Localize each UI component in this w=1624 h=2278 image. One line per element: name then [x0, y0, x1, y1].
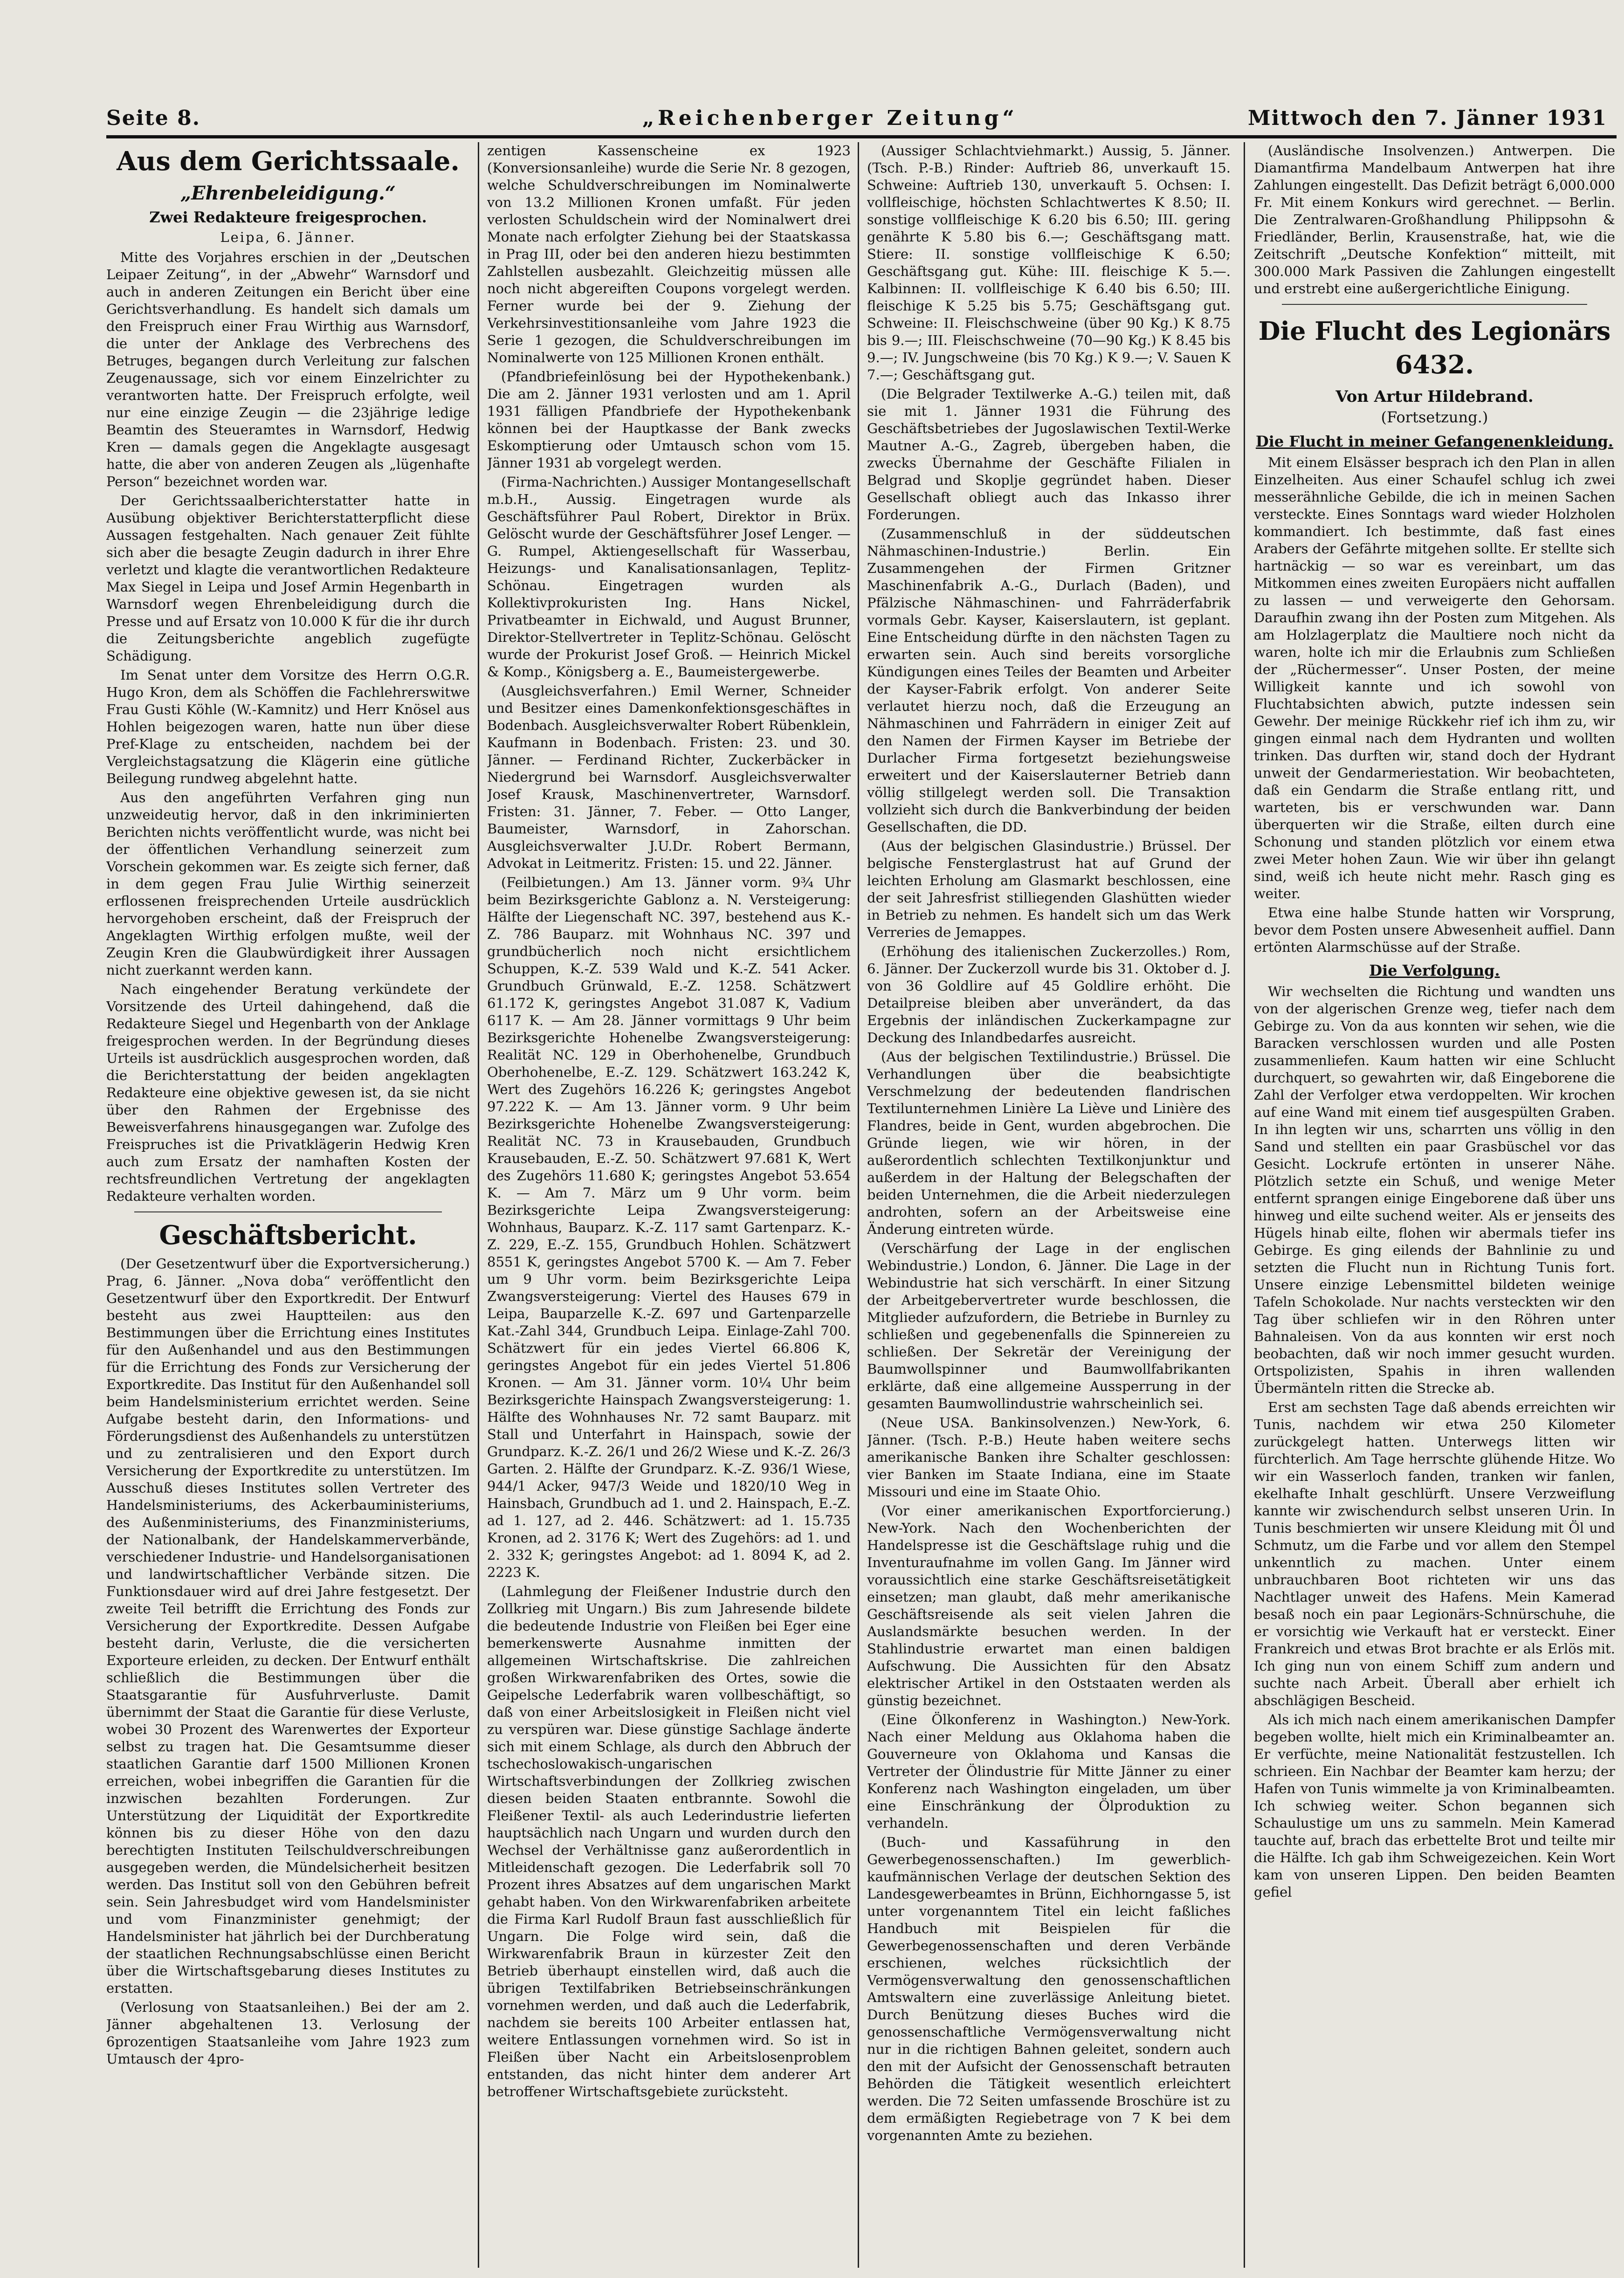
paragraph: Aus den angeführten Verfahren ging nun unzweideutig hervor, daß in den inkriminierten Berichten nichts veröffentlicht wurde, was nicht bei der öffentlichen Verhandlung seinerzeit zum Vorschein gekommen war. Es zeigte sich ferner, daß in dem gegen Frau Julie Wirthig seinerzeit erflossenen freisprechenden Urteile ausdrücklich hervorgehoben erscheint, daß der Freispruch der Angeklagten Wirthig erfolgen mußte, weil der Zeugin Kren die Glaubwürdigkeit ihrer Aussagen nicht zuerkannt werden kann.	[106, 790, 470, 978]
column-1	[106, 142, 470, 2268]
paragraph: Wir wechselten die Richtung und wandten uns von der algerischen Grenze weg, tiefer nach dem Gebirge zu. Von da aus konnten wir sehen, wie die Baracken verschlossen wurden und alle Posten zusammenliefen. Kaum hatten wir eine Schlucht durchquert, so gewahrten wir, daß Eingeborene die Zahl der Verfolger etwa verdoppelten. Wir krochen auf eine Wand mit einem tief ausgespülten Graben. In ihn legten wir uns, scharrten uns völlig in den Sand und stellten ein paar Grasbüschel vor das Gesicht. Lockrufe ertönten in unserer Nähe. Plötzlich setzte ein Schuß, und wenige Meter entfernt sprangen einige Eingeborene daß über uns hinweg und eilte suchend weiter. Als er jenseits des Hügels hinab eilte, flohen wir abermals tiefer ins Gebirge. Es ging eilends der Bahnlinie zu und setzten die Flucht nun in Richtung Tunis fort. Unsere einzige Lebensmittel bildeten weinige Tafeln Schokolade. Nur nachts versteckten wir den Tag über schliefen wir in den Röhren unter Bahnaleisen. Von da aus konnten wir erst noch beobachten, daß wir noch immer gesucht wurden. Ortspolizisten, Spahis in ihren wallenden Übermänteln ritten die Strecke ab.	[1254, 984, 1615, 1396]
paragraph: Mitte des Vorjahres erschien in der „Deutschen Leipaer Zeitung“, in der „Abwehr“ Warnsdorf und auch in anderen Zeitungen ein Bericht über eine Gerichtsverhandlung. Es handelt sich damals um den Freispruch einer Frau Wirthig aus Warnsdorf, die unter der Anklage des Verbrechens des Betruges, begangen durch Verleitung zur falschen Zeugenaussage, sich vor einem Einzelrichter zu verantworten hatte. Der Freispruch erfolgte, weil nur eine einzige Zeugin — die 23jährige ledige Beamtin des Steueramtes in Warnsdorf, Hedwig Kren — damals gegen die Angeklagte ausgesagt hatte, die aber von anderen Zeugen als „lügenhafte Person“ bezeichnet worden war.	[106, 249, 470, 489]
paragraph: (Lahmlegung der Fleißener Industrie durch den Zollkrieg mit Ungarn.) Bis zum Jahresende bildete die bedeutende Industrie von Fleißen bei Eger eine bemerkenswerte Ausnahme inmitten der allgemeinen Wirtschaftskrise. Die zahlreichen großen Wirkwarenfabriken des Ortes, sowie die Geipelsche Lederfabrik waren vollbeschäftigt, so daß von einer Arbeitslosigkeit in Fleißen nicht viel zu verspüren war. Diese günstige Sachlage änderte sich mit einem Schlage, als durch den Abbruch der tschechoslowakisch-ungarischen Wirtschaftsverbindungen der Zollkrieg zwischen diesen beiden Staaten entbrannte. Sowohl die Fleißener Textil- als auch Lederindustrie lieferten hauptsächlich nach Ungarn und wurden durch den Wechsel der Verhältnisse ganz außerordentlich in Mitleidenschaft gezogen. Die Lederfabrik soll 70 Prozent ihres Absatzes auf dem ungarischen Markt gehabt haben. Von den Wirkwarenfabriken arbeitete die Firma Karl Rudolf Braun fast ausschließlich für Ungarn. Die Folge wird sein, daß die Wirkwarenfabrik Braun in kürzester Zeit den Betrieb überhaupt einstellen wird, daß auch die übrigen Textilfabriken Betriebseinschränkungen vornehmen werden, und daß auch die Lederfabrik, nachdem sie bereits 100 Arbeiter entlassen hat, weitere Entlassungen vornehmen wird. So ist in Fleißen über Nacht ein Arbeitslosenproblem entstanden, das nicht hinter dem anderer Art betroffener Wirtschaftsgebiete zurücksteht.	[487, 1583, 851, 2099]
paragraph: (Aus der belgischen Textilindustrie.) Brüssel. Die Verhandlungen über die beabsichtigte Verschmelzung der bedeutenden flandrischen Textilunternehmen Linière La Liève und Linière des Flandres, beide in Gent, wurden abgebrochen. Die Gründe liegen, wie wir hören, in der außerordentlich schlechten Textilkonjunktur und außerdem in der Haltung der Belegschaften der beiden Unternehmen, die die Arbeit niederzulegen androhten, sofern an der Arbeitsweise eine Änderung eintreten würde.	[867, 1049, 1231, 1237]
section-divider	[134, 1211, 442, 1212]
paragraph: (Verlosung von Staatsanleihen.) Bei der am 2. Jänner abgehaltenen 13. Verlosung der 6prozentigen Staatsanleihe vom Jahre 1923 zum Umtausch der 4pro-	[106, 1999, 470, 2067]
subheading: Die Verfolgung.	[1369, 962, 1500, 979]
paragraph: (Buch- und Kassaführung in den Gewerbegenossenschaften.) Im gewerblich-kaufmännischen Verlage der deutschen Sektion des Landesgewerbeamtes in Brünn, Eichhorngasse 5, ist unter vorgenanntem Titel ein leicht faßliches Handbuch mit Beispielen für die Gewerbegenossenschaften und deren Verbände erschienen, welches rücksichtlich der Vermögensverwaltung den genossenschaftlichen Amtswaltern eine zuverlässige Anleitung bietet. Durch Benützung dieses Buches wird die genossenschaftliche Vermögensverwaltung nicht nur in die richtigen Bahnen geleitet, sondern auch den mit der Aufsicht der Genossenschaft betrauten Behörden die Tätigkeit wesentlich erleichtert werden. Die 72 Seiten umfassende Broschüre ist zu dem ermäßigten Regiebetrage von 7 K bei dem vorgenannten Amte zu beziehen.	[867, 1834, 1231, 2143]
column-2	[487, 142, 851, 2268]
column-separator	[858, 142, 859, 2268]
paragraph: (Der Gesetzentwurf über die Exportversicherung.) Prag, 6. Jänner. „Nova doba“ veröffentlicht den Gesetzentwurf über den Exportkredit. Der Entwurf besteht aus zwei Hauptteilen: aus den Bestimmungen über die Errichtung eines Institutes für den Außenhandel und aus den Bestimmungen für die Errichtung des Fonds zur Versicherung der Exportkredite. Das Institut für den Außenhandel soll beim Handelsministerium errichtet werden. Seine Aufgabe besteht darin, den Informations- und Förderungsdienst des Außenhandels zu unterstützen und zu zentralisieren und den Export durch Versicherung der Exportkredite zu unterstützen. Im Ausschuß dieses Institutes sollen Vertreter des Handelsministeriums, des Ackerbauministeriums, des Außenministeriums, des Finanzministeriums, der Nationalbank, der Handelskammerverbände, verschiedener Industrie- und Handelsorganisationen und landwirtschaftlicher Verbände sitzen. Die Funktionsdauer wird auf drei Jahre festgesetzt. Der zweite Teil betrifft die Errichtung des Fonds zur Versicherung der Exportkredite. Dessen Aufgabe besteht darin, Verluste, die die versicherten Exporteure erleiden, zu decken. Der Entwurf enthält schließlich die Bestimmungen über die Staatsgarantie für Ausfuhrverluste. Damit übernimmt der Staat die Garantie für diese Verluste, wobei 30 Prozent des Warenwertes der Exporteur selbst zu tragen hat. Die Gesamtsumme dieser staatlichen Garantie darf 1500 Millionen Kronen erreichen, wobei inbegriffen die Garantien für die inzwischen bezahlten Forderungen. Zur Unterstützung der Liquidität der Exportkredite können bis zu dieser Höhe von den dazu berechtigten Instituten Teilschuldverschreibungen ausgegeben werden, die Mündelsicherheit besitzen werden. Das Institut soll von den Gebühren befreit sein. Sein Jahresbudget wird vom Handelsminister und vom Finanzminister genehmigt; der Handelsminister hat jährlich bei der Durchberatung der staatlichen Rechnungsabschlüsse einen Bericht über die Wirtschaftsgebarung dieses Institutes zu erstatten.	[106, 1256, 470, 1996]
continuation-note: (Fortsetzung.)	[1381, 408, 1488, 426]
page-header	[106, 106, 1607, 134]
paragraph: (Pfandbriefeinlösung bei der Hypothekenbank.) Die am 2. Jänner 1931 verlosten und am 1. April 1931 fälligen Pfandbriefe der Hypothekenbank können bei der Hauptkasse der Bank zwecks Eskomptierung oder Umtausch schon vom 15. Jänner 1931 ab vorgelegt werden.	[487, 369, 851, 471]
paragraph: (Verschärfung der Lage in der englischen Webindustrie.) London, 6. Jänner. Die Lage in der Webindustrie hat sich verschärft. In einer Sitzung der Arbeitgebervertreter wurde beschlossen, die Mitglieder aufzufordern, die Betriebe in Burnley zu schließen und gegebenenfalls die Spinnereien zu schließen. Der Sekretär der Vereinigung der Baumwollspinner und Baumwollfabrikanten erklärte, daß eine allgemeine Aussperrung in der gesamten Baumwollindustrie wahrscheinlich sei.	[867, 1240, 1231, 1411]
paragraph: zentigen Kassenscheine ex 1923 (Konversionsanleihe) wurde die Serie Nr. 8 gezogen, welche Schuldverschreibungen im Nominalwerte von 13.2 Millionen Kronen umfaßt. Für jeden verlosten Schuldschein wird der Nominalwert drei Monate nach erfolgter Ziehung bei der Staatskassa in Prag III, oder bei den anderen hiezu bestimmten Zahlstellen ausbezahlt. Gleichzeitig müssen alle noch nicht abgereiften Coupons vorgelegt werden. Ferner wurde bei der 9. Ziehung der Verkehrsinvestitionsanleihe vom Jahre 1923 die Serie 1 gezogen, die Schuldverschreibungen im Nominalwerte von 125 Millionen Kronen enthält.	[487, 143, 851, 365]
feuilleton-title: Die Flucht des Legionärs 6432.	[1258, 316, 1611, 379]
paragraph: Im Senat unter dem Vorsitze des Herrn O.G.R. Hugo Kron, dem als Schöffen die Fachlehrerswitwe Frau Gusti Köhle (W.-Kamnitz) und Herr Knösel aus Hohlen beigezogen waren, hatte nun über diese Pref-Klage zu entscheiden, nachdem bei der Vergleichstagsatzung die Klägerin eine gütliche Beilegung rundweg abgelehnt hatte.	[106, 667, 470, 786]
subheading: Die Flucht in meiner Gefangenenkleidung.	[1255, 433, 1614, 450]
column-3	[867, 142, 1231, 2268]
author-byline: Von Artur Hildebrand.	[1335, 387, 1534, 406]
paragraph: Nach eingehender Beratung verkündete der Vorsitzende des Urteil dahingehend, daß die Redakteure Siegel und Hegenbarth von der Anklage freigesprochen werden. In der Begründung dieses Urteils ist ausdrücklich ausgesprochen worden, daß die Berichterstattung der beiden angeklagten Redakteure eine objektive gewesen ist, da sie nicht über den Rahmen der Ergebnisse des Beweisverfahrens hinausgegangen war. Zufolge des Freispruches ist die Privatklägerin Hedwig Kren auch zum Ersatz der namhaften Kosten der rechtsfreundlichen Vertretung der angeklagten Redakteure verhalten worden.	[106, 981, 470, 1204]
paragraph: (Feilbietungen.) Am 13. Jänner vorm. 9¾ Uhr beim Bezirksgerichte Gablonz a. N. Versteigerung: Hälfte der Liegenschaft NC. 397, bestehend aus K.-Z. 786 Bauparz. mit Wohnhaus NC. 397 und grundbücherlich noch nicht ersichtlichem Schuppen, K.-Z. 539 Wald und K.-Z. 541 Acker. Grundbuch Grünwald, E.-Z. 1258. Schätzwert 61.172 K, geringstes Angebot 31.087 K, Vadium 6117 K. — Am 28. Jänner vormittags 9 Uhr beim Bezirksgerichte Hohenelbe Zwangsversteigerung: Realität NC. 129 in Oberhohenelbe, Grundbuch Oberhohenelbe, E.-Z. 129. Schätzwert 163.242 K, Wert des Zugehörs 16.226 K; geringstes Angebot 97.222 K. — Am 13. Jänner vorm. 9 Uhr beim Bezirksgerichte Hohenelbe Zwangsversteigerung: Realität NC. 73 in Krausebauden, Grundbuch Krausebauden, E.-Z. 50. Schätzwert 97.681 K, Wert des Zugehörs 11.680 K; geringstes Angebot 53.654 K. — Am 7. März um 9 Uhr vorm. beim Bezirksgerichte Leipa Zwangsversteigerung: Wohnhaus, Bauparz. K.-Z. 117 samt Gartenparz. K.-Z. 229, E.-Z. 155, Grundbuch Hohlen. Schätzwert 8551 K, geringstes Angebot 5700 K. — Am 7. Feber um 9 Uhr vorm. beim Bezirksgerichte Leipa Zwangsversteigerung: Viertel des Hauses 679 in Leipa, Bauparzelle K.-Z. 697 und Gartenparzelle Kat.-Zahl 344, Grundbuch Leipa. Einlage-Zahl 700. Schätzwert für ein jedes Viertel 66.806 K, geringstes Angebot für ein jedes Viertel 51.806 Kronen. — Am 31. Jänner vorm. 10¼ Uhr beim Bezirksgerichte Hainspach Zwangsversteigerung: 1. Hälfte des Wohnhauses Nr. 72 samt Bauparz. mit Stall und Unterfahrt in Hainspach, sowie der Grundparz. K.-Z. 26/1 und 26/2 Wiese und K.-Z. 26/3 Garten. 2. Hälfte der Grundparz. K.-Z. 936/1 Wiese, 944/1 Acker, 947/3 Weide und 1820/10 Weg in Hainsbach, Grundbuch ad 1. und 2. Hainspach, E.-Z. ad 1. 127, ad 2. 446. Schätzwert: ad 1. 15.735 Kronen, ad 2. 3176 K; Wert des Zugehörs: ad 1. und 2. 332 K; geringstes Angebot: ad 1. 8094 K, ad 2. 2223 K.	[487, 874, 851, 1580]
paragraph: Als ich mich nach einem amerikanischen Dampfer begeben wollte, hielt mich ein Kriminalbeamter an. Er verfüchte, meine Nationalität festzustellen. Ich schrieen. Ein Nachbar der Beamter kam herzu; der Hafen von Tunis wimmelte ja von Kriminalbeamten. Ich schwieg weiter. Schon begannen sich Schaulustige um uns zu sammeln. Mein Kamerad tauchte auf, brach das erbettelte Brot und teilte mir die Hälfte. Ich gab ihm Schweigezeichen. Kein Wort kam von unseren Lippen. Den beiden Beamten gefiel	[1254, 1712, 1615, 1900]
dateline: Leipa, 6. Jänner.	[220, 229, 356, 245]
paragraph: Mit einem Elsässer besprach ich den Plan in allen Einzelheiten. Aus einer Schaufel schlug ich zwei messerähnliche Gebilde, die ich in meinen Sachen versteckte. Eines Sonntags ward wieder Holzholen kommandiert. Ich bestimmte, daß fast eines Arabers der Gefährte mitgehen sollte. Er stellte sich hartnäckig — so war es vereinbart, um das Mitkommen eines zweiten Europäers nicht auffallen zu lassen — und verweigerte den Gehorsam. Daraufhin zwang ihn der Posten zum Mitgehen. Als am Holzlagerplatz die Maultiere noch nicht da waren, holte ich mir die Erlaubnis zum Schließen der „Rüchermesser“. Unser Posten, der meine Willigkeit kannte und ich sowohl von Fluchtabsichten abwich, putzte indessen sein Gewehr. Der meinige Rückkehr rief ich ihm zu, wir gingen einmal nach dem Hydranten und wollten trinken. Das durften wir, stand doch der Hydrant unweit der Gendarmeriestation. Wir beobachteten, daß ein Gendarm die Straße entlang ritt, und warteten, bis er verschwunden war. Dann überquerten wir die Straße, eilten durch eine Schonung und standen plötzlich vor einem etwa zwei Meter hohen Zaun. Wie wir über ihn gelangt sind, weiß ich heute nicht mehr. Rasch ging es weiter.	[1254, 454, 1615, 902]
section-divider	[1282, 304, 1587, 305]
section-title: Aus dem Gerichtssaale.	[117, 146, 460, 177]
paragraph: (Neue USA. Bankinsolvenzen.) New-York, 6. Jänner. (Tsch. P.-B.) Heute haben weitere sechs amerikanische Banken ihre Schalter geschlossen: vier Banken im Staate Indiana, eine im Staate Missouri und eine im Staate Ohio.	[867, 1415, 1231, 1500]
paragraph: (Ausländische Insolvenzen.) Antwerpen. Die Diamantfirma Mandelbaum Antwerpen hat ihre Zahlungen eingestellt. Das Defizit beträgt 6,000.000 Fr. Mit einem Konkurs wird gerechnet. — Berlin. Die Zentralwaren-Großhandlung Philippsohn & Friedländer, Berlin, Krausenstraße, hat, wie die Zeitschrift „Deutsche Konfektion“ mitteilt, mit 300.000 Mark Passiven die Zahlungen eingestellt und erstrebt eine außergerichtliche Einigung.	[1254, 143, 1615, 296]
paragraph: (Ausgleichsverfahren.) Emil Werner, Schneider und Besitzer eines Damenkonfektionsgeschäftes in Bodenbach. Ausgleichsverwalter Robert Rübenklein, Kaufmann in Bodenbach. Fristen: 23. und 30. Jänner. — Ferdinand Richter, Zuckerbäcker in Niedergrund bei Warnsdorf. Ausgleichsverwalter Josef Krausk, Maschinenvertreter, Warnsdorf. Fristen: 31. Jänner, 7. Feber. — Otto Langer, Baumeister, Warnsdorf, in Zahorschan. Ausgleichsverwalter J.U.Dr. Robert Bermann, Advokat in Leitmeritz. Fristen: 15. und 22. Jänner.	[487, 683, 851, 871]
column-separator	[1244, 142, 1245, 2268]
issue-date: Mittwoch den 7. Jänner 1931	[1248, 106, 1607, 130]
column-separator	[478, 142, 479, 2268]
paragraph: Erst am sechsten Tage daß abends erreichten wir Tunis, nachdem wir etwa 250 Kilometer zurückgelegt hatten. Unterwegs litten wir fürchterlich. Am Tage herrschte glühende Hitze. Wo wir ein Wasserloch fanden, tranken wir fanlen, ekelhafte Inhalt geschlürft. Unsere Verzweiflung kannte wir zwischendurch selbst unseren Urin. In Tunis beschmierten wir unsere Kleidung mit Öl und Schmutz, um die Farbe und vor allem den Stempel unkenntlich zu machen. Unter einem unbrauchbaren Boot richteten wir uns das Nachtlager unweit des Hafens. Mein Kamerad besaß noch ein paar Legionärs-Schnürschuhe, die er vorsichtig wie Verkauft hat er versteckt. Einer Frankreich und etwas Brot brachte er als Erlös mit. Ich ging nun von einem Schiff zum andern und suchte nach Arbeit. Überall aber erhielt ich abschlägigen Bescheid.	[1254, 1399, 1615, 1708]
header-rule	[106, 135, 1617, 138]
paragraph: (Zusammenschluß in der süddeutschen Nähmaschinen-Industrie.) Berlin. Ein Zusammengehen der Firmen Gritzner Maschinenfabrik A.-G., Durlach (Baden), und Pfälzische Nähmaschinen- und Fahrräderfabrik vormals Gebr. Kayser, Kaiserslautern, ist geplant. Eine Entscheidung dürfte in den nächsten Tagen zu erwarten sein. Auch sind bereits vorsorgliche Kündigungen eines Teiles der Beamten und Arbeiter der Kayser-Fabrik erfolgt. Von anderer Seite verlautet hierzu noch, daß die Erzeugung an Nähmaschinen und Fahrrädern in einiger Zeit auf den Namen der Firmen Kayser im Betriebe der Durlacher Firma fortgesetzt beziehungsweise erweitert und der Kaiserslauterner Betrieb dann völlig stillgelegt werden soll. Die Transaktion vollzieht sich durch die Bankverbindung der beiden Gesellschaften, die DD.	[867, 526, 1231, 835]
paragraph: (Firma-Nachrichten.) Aussiger Montangesellschaft m.b.H., Aussig. Eingetragen wurde als Geschäftsführer Paul Robert, Direktor in Brüx. Gelöscht wurde der Geschäftsführer Josef Lenger. — G. Rumpel, Aktiengesellschaft für Wasserbau, Heizungs- und Kanalisationsanlagen, Teplitz-Schönau. Eingetragen wurden als Kollektivprokuristen Ing. Hans Nickel, Privatbeamter in Eichwald, und August Brunner, Direktor-Stellvertreter in Teplitz-Schönau. Gelöscht wurde der Prokurist Josef Groß. — Heinrich Mickel & Komp., Königsberg a. E., Baumeistergewerbe.	[487, 474, 851, 680]
paragraph: (Aussiger Schlachtviehmarkt.) Aussig, 5. Jänner. (Tsch. P.-B.) Rinder: Auftrieb 86, unverkauft 15. Schweine: Auftrieb 130, unverkauft 5. Ochsen: I. vollfleischige, höchsten Schlachtwertes K 8.50; II. sonstige vollfleischige K 6.20 bis 6.50; III. gering genährte K 5.80 bis 6.—; Geschäftsgang matt. Stiere: II. sonstige vollfleischige K 6.50; Geschäftsgang gut. Kühe: III. fleischige K 5.—. Kalbinnen: II. vollfleischige K 6.40 bis 6.50; III. fleischige K 5.25 bis 5.75; Geschäftsgang gut. Schweine: II. Fleischschweine (über 90 Kg.) K 8.75 bis 9.—; III. Fleischschweine (70—90 Kg.) K 8.45 bis 9.—; IV. Jungschweine (bis 70 Kg.) K 9.—; V. Sauen K 7.—; Geschäftsgang gut.	[867, 143, 1231, 383]
paragraph: (Die Belgrader Textilwerke A.-G.) teilen mit, daß sie mit 1. Jänner 1931 die Führung des Geschäftsbetriebes der Jugoslawischen Textil-Werke Mautner A.-G., Zagreb, übergeben haben, die zwecks Übernahme der Geschäfte Filialen in Belgrad und Skoplje gegründet haben. Dieser Gesellschaft obliegt auch das Inkasso ihrer Forderungen.	[867, 386, 1231, 523]
paragraph: Etwa eine halbe Stunde hatten wir Vorsprung, bevor dem Posten unsere Abwesenheit auffiel. Dann ertönten Alarmschüsse auf der Straße.	[1254, 905, 1615, 955]
column-4	[1254, 142, 1615, 2268]
paragraph: (Vor einer amerikanischen Exportforcierung.) New-York. Nach den Wochenberichten der Handelspresse ist die Geschäftslage ruhig und die Inventuraufnahme im vollen Gang. Im Jänner wird voraussichtlich eine starke Geschäftsreisetätigkeit einsetzen; man glaubt, daß mehr amerikanische Geschäftsreisende als seit vielen Jahren die Auslandsmärkte besuchen werden. In der Stahlindustrie erwartet man einen baldigen Aufschwung. Die Aussichten für den Absatz elektrischer Artikel in den Oststaaten werden als günstig bezeichnet.	[867, 1503, 1231, 1708]
page-number: Seite 8.	[106, 106, 201, 130]
paragraph: (Eine Ölkonferenz in Washington.) New-York. Nach einer Meldung aus Oklahoma haben die Gouverneure von Oklahoma und Kansas die Vertreter der Ölindustrie für Mitte Jänner zu einer Konferenz nach Washington eingeladen, um über eine Einschränkung der Ölproduktion zu verhandeln.	[867, 1712, 1231, 1831]
article-subtitle: Zwei Redakteure freigesprochen.	[149, 208, 427, 226]
newspaper-name: „Reichenberger Zeitung“	[642, 106, 1018, 130]
paragraph: (Aus der belgischen Glasindustrie.) Brüssel. Der belgische Fensterglastrust hat auf Grund der leichten Erholung am Glasmarkt beschlossen, eine der seit Jahresfrist stilliegenden Glashütten wieder in Betrieb zu nehmen. Es handelt sich um das Werk Verreries de Jemappes.	[867, 838, 1231, 940]
paragraph: Der Gerichtssaalberichterstatter hatte in Ausübung objektiver Berichterstatterpflicht diese Aussagen festgehalten. Nach genauer Zeit fühlte sich aber die besagte Zeugin dadurch in ihrer Ehre verletzt und klagte die verantwortlichen Redakteure Max Siegel in Leipa und Josef Armin Hegenbarth in Warnsdorf wegen Ehrenbeleidigung durch die Presse und auf Ersatz von 10.000 K für die ihr durch die Zeitungsberichte angeblich zugefügte Schädigung.	[106, 493, 470, 664]
article-title: „Ehrenbeleidigung.“	[180, 182, 396, 204]
section-title: Geschäftsbericht.	[159, 1220, 417, 1251]
paragraph: (Erhöhung des italienischen Zuckerzolles.) Rom, 6. Jänner. Der Zuckerzoll wurde bis 31. Oktober d. J. von 36 Goldlire auf 45 Goldlire erhöht. Die Detailpreise bleiben aber unverändert, da das Ergebnis der inländischen Zuckerkampagne zur Deckung des Inlandbedarfes ausreicht.	[867, 943, 1231, 1046]
